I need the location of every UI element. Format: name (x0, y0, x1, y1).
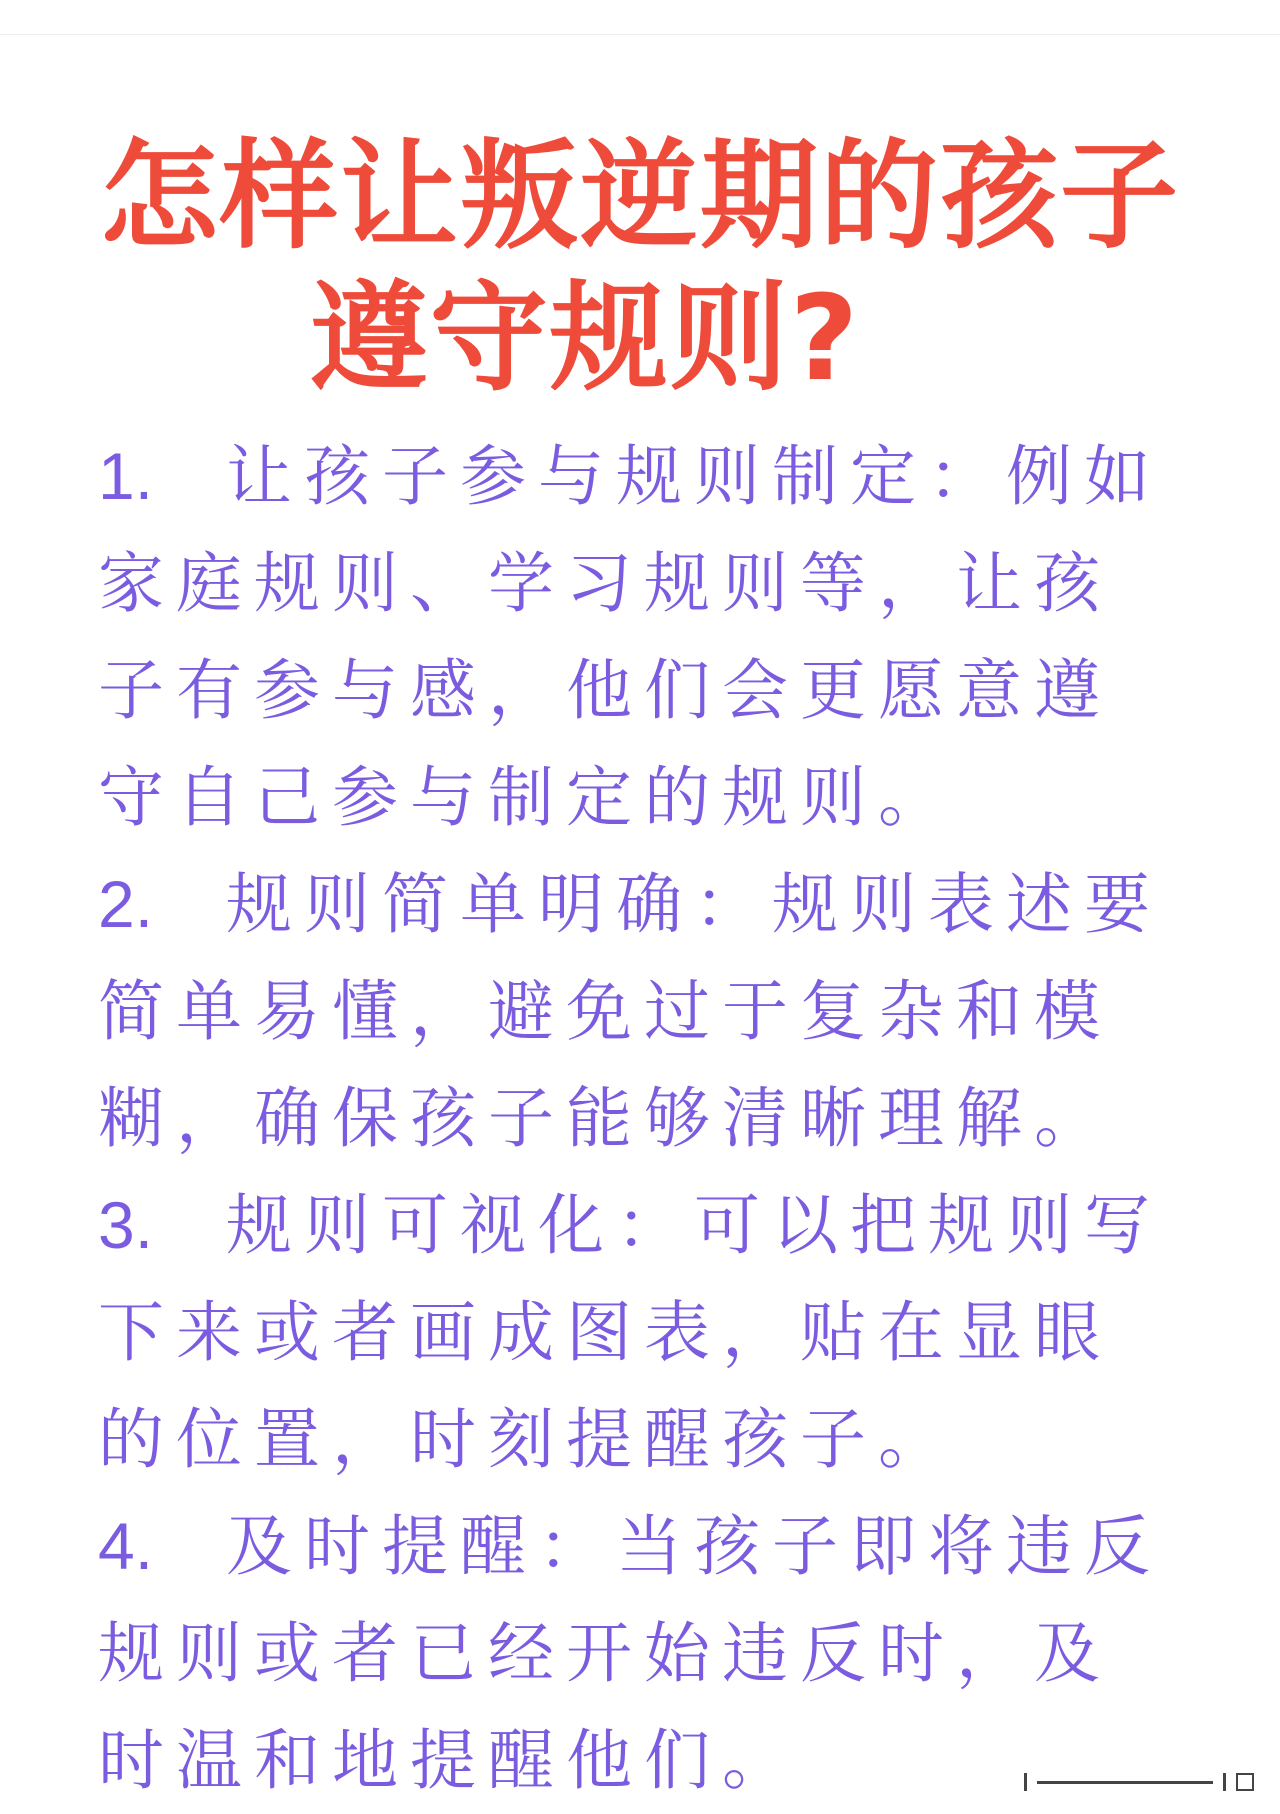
list-item (98, 851, 1178, 1172)
title-line-1: 怎样让叛逆期的孩子 (99, 127, 1180, 265)
page-title (0, 125, 1280, 409)
watermark-tick (1024, 1773, 1027, 1791)
item-number: 2. (98, 867, 154, 941)
item-number: 3. (98, 1188, 154, 1262)
item-number: 1. (98, 439, 154, 513)
watermark-tick (1223, 1773, 1226, 1791)
list-item (98, 1172, 1178, 1493)
watermark-mark (1024, 1769, 1254, 1795)
item-text: 规则可视化：可以把规则写下来或者画成图表，贴在显眼的位置，时刻提醒孩子。 (98, 1187, 1162, 1478)
item-text: 及时提醒：当孩子即将违反规则或者已经开始违反时，及时温和地提醒他们。 (98, 1508, 1162, 1799)
item-number: 4. (98, 1509, 154, 1583)
tips-list (98, 423, 1178, 1814)
list-item (98, 423, 1178, 851)
top-divider (0, 34, 1280, 35)
title-line-2: 遵守规则? (309, 269, 861, 407)
item-text: 让孩子参与规则制定：例如家庭规则、学习规则等，让孩子有参与感，他们会更愿意遵守自己参与制定的规则。 (98, 438, 1162, 836)
watermark-box-icon (1236, 1773, 1254, 1791)
item-text: 规则简单明确：规则表述要简单易懂，避免过于复杂和模糊，确保孩子能够清晰理解。 (98, 866, 1162, 1157)
watermark-bar (1037, 1781, 1213, 1784)
list-item (98, 1493, 1178, 1814)
